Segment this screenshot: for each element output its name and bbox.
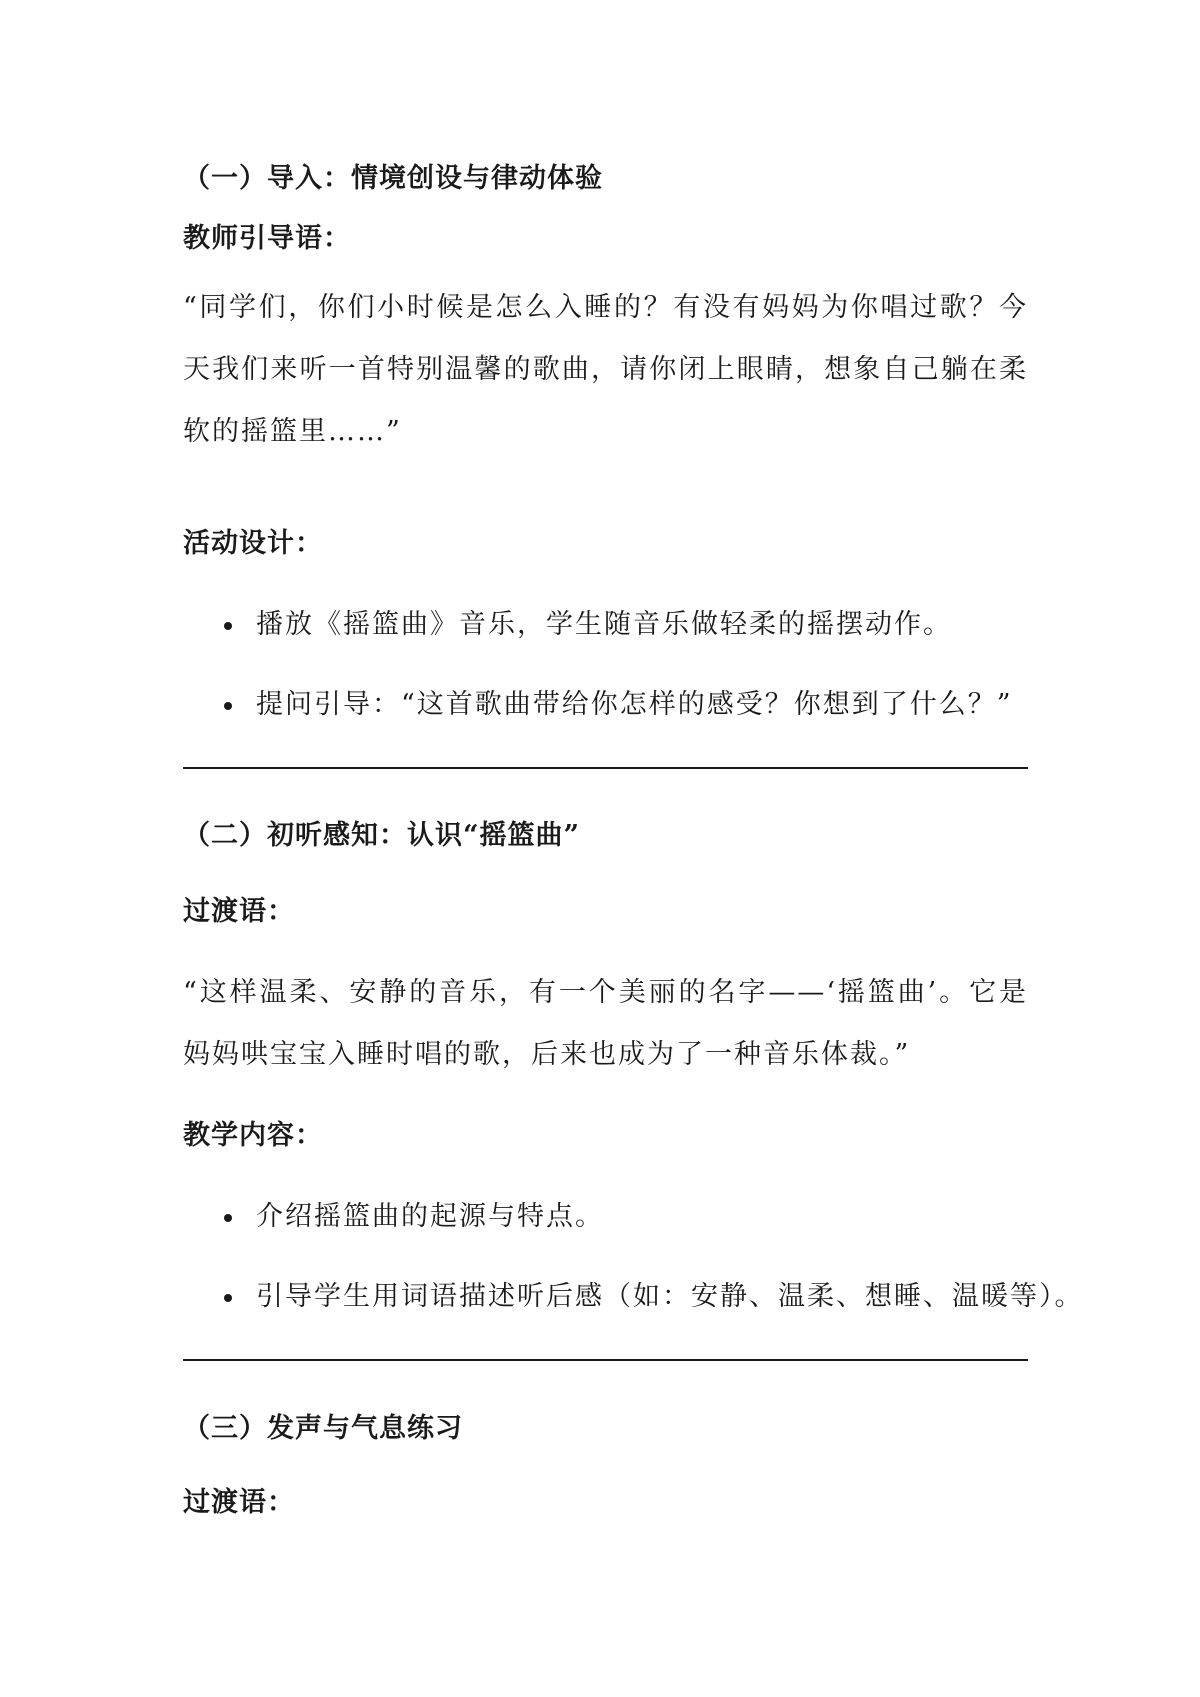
list-item <box>183 1257 1084 1337</box>
section-1-label-teacher-intro: 教师引导语： <box>183 223 351 254</box>
bullet-icon <box>224 1294 232 1302</box>
section-1-bullet-list <box>183 585 1028 745</box>
section-1-paragraph: “同学们，你们小时候是怎么入睡的？有没有妈妈为你唱过歌？今天我们来听一首特别温馨的歌曲，请你闭上眼睛，想象自己躺在柔软的摇篮里……” <box>183 292 1028 447</box>
section-divider <box>183 767 1028 769</box>
list-item-text: 介绍摇篮曲的起源与特点。 <box>256 1201 604 1232</box>
bullet-icon <box>224 702 232 710</box>
list-item <box>183 1177 1028 1257</box>
section-2-heading: （二）初听感知：认识“摇篮曲” <box>183 820 581 851</box>
section-2-label-transition: 过渡语： <box>183 896 295 927</box>
list-item-text: 播放《摇篮曲》音乐，学生随音乐做轻柔的摇摆动作。 <box>256 609 952 640</box>
section-1-heading: （一）导入：情境创设与律动体验 <box>183 163 603 194</box>
section-1-label-activity: 活动设计： <box>183 528 323 559</box>
bullet-icon <box>224 1214 232 1222</box>
section-2-bullet-list <box>183 1177 1084 1337</box>
section-2-paragraph: “这样温柔、安静的音乐，有一个美丽的名字——‘摇篮曲’。它是妈妈哄宝宝入睡时唱的歌，后来也成为了一种音乐体裁。” <box>183 977 1028 1070</box>
list-item-text: 引导学生用词语描述听后感（如：安静、温柔、想睡、温暖等）。 <box>256 1281 1084 1312</box>
section-3-label-transition: 过渡语： <box>183 1487 295 1518</box>
bullet-icon <box>224 622 232 630</box>
section-2-label-teaching-content: 教学内容： <box>183 1120 323 1151</box>
section-3-heading: （三）发声与气息练习 <box>183 1413 463 1444</box>
list-item <box>183 665 1028 745</box>
list-item-text: 提问引导：“这首歌曲带给你怎样的感受？你想到了什么？” <box>256 689 1013 720</box>
section-divider <box>183 1359 1028 1361</box>
list-item <box>183 585 1028 665</box>
